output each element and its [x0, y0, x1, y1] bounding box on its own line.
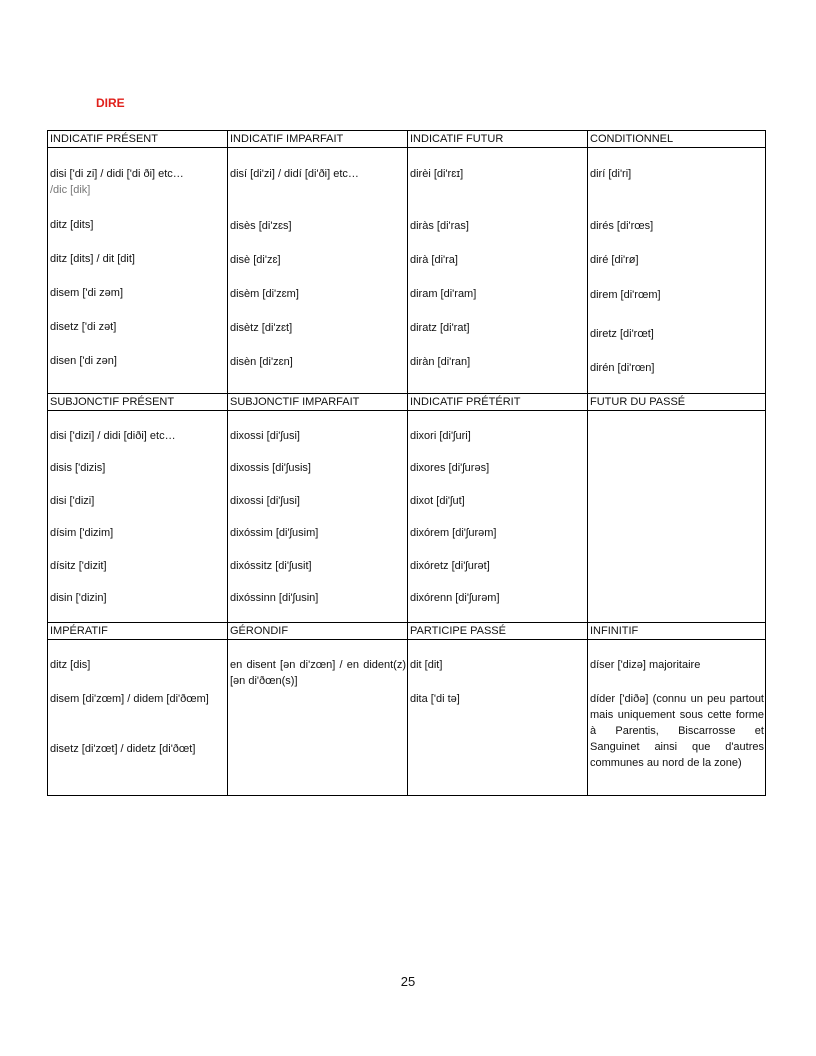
table-cell: disèn [di'zɛn] — [230, 356, 293, 368]
table-column — [408, 411, 588, 622]
table-cell: ditz [dis] — [50, 659, 91, 671]
table-cell: dixori [di'ʃuri] — [410, 430, 471, 442]
body-row — [48, 640, 765, 795]
table-column — [228, 148, 408, 393]
table-cell: en disent [ən di'zœn] / en dident(z) [ən di'ðœn(s)] — [230, 659, 406, 687]
table-cell: dixóssitz [di'ʃusit] — [230, 560, 312, 572]
table-cell: dísim ['dizim] — [50, 527, 114, 539]
table-cell: dísitz ['dizit] — [50, 560, 107, 572]
table-column — [228, 640, 408, 795]
table-cell: dixóretz [di'ʃurət] — [410, 560, 490, 572]
table-cell: ditz [dits] / dit [dit] — [50, 253, 135, 265]
header-cell: CONDITIONNEL — [590, 133, 674, 145]
table-column-empty — [588, 411, 765, 622]
table-column — [588, 148, 765, 393]
table-cell: dirés [di'rœs] — [590, 220, 654, 232]
table-column — [408, 148, 588, 393]
table-cell: /dic [dik] — [50, 184, 91, 196]
table-cell: dit [dit] — [410, 659, 443, 671]
table-cell: disè [di'zɛ] — [230, 254, 281, 266]
header-cell: GÉRONDIF — [228, 623, 408, 639]
table-cell: diràs [di'ras] — [410, 220, 469, 232]
table-cell: dixórenn [di'ʃurəm] — [410, 592, 500, 604]
table-cell: dita ['di tə] — [410, 693, 460, 705]
table-cell: dixóssinn [di'ʃusin] — [230, 592, 319, 604]
page-title: DIRE — [96, 96, 125, 110]
table-cell: direm [di'rœm] — [590, 289, 661, 301]
table-cell: dixossis [di'ʃusis] — [230, 462, 311, 474]
header-cell: INDICATIF PRÉSENT — [48, 131, 228, 147]
header-cell: SUBJONCTIF IMPARFAIT — [228, 394, 408, 410]
table-cell: diratz [di'rat] — [410, 322, 470, 334]
table-cell: dixossi [di'ʃusi] — [230, 495, 300, 507]
table-cell: dirí [di'ri] — [590, 168, 632, 180]
table-cell: disès [di'zɛs] — [230, 220, 292, 232]
table-cell: díser ['dizə] majoritaire — [590, 659, 701, 671]
header-row — [48, 623, 765, 640]
table-column — [228, 411, 408, 622]
table-column — [48, 411, 228, 622]
table-cell: disi ['dizi] / didi [diði] etc… — [50, 430, 176, 442]
table-cell: disin ['dizin] — [50, 592, 107, 604]
body-row — [48, 411, 765, 623]
header-cell: FUTUR DU PASSÉ — [590, 396, 686, 408]
table-cell: dixóssim [di'ʃusim] — [230, 527, 319, 539]
table-cell: disi ['di zi] / didi ['di ði] etc… — [50, 168, 184, 180]
table-cell: diretz [di'rœt] — [590, 328, 654, 340]
table-cell: disem ['di zəm] — [50, 287, 124, 299]
table-cell: díder ['diðə] (connu un peu partout mais uniquement sous cette forme à Parentis, Biscarrosse et Sanguinet ainsi que d'autres communes au nord de la zone) — [590, 693, 764, 769]
table-cell: diré [di'rø] — [590, 254, 639, 266]
table-column — [408, 640, 588, 795]
header-cell: INDICATIF FUTUR — [408, 131, 588, 147]
table-cell: disen ['di zən] — [50, 355, 117, 367]
table-column — [588, 640, 765, 795]
table-cell: dixossi [di'ʃusi] — [230, 430, 300, 442]
header-cell: INDICATIF PRÉTÉRIT — [408, 394, 588, 410]
table-cell: ditz [dits] — [50, 219, 94, 231]
table-cell: disem [di'zœm] / didem [di'ðœm] — [50, 693, 209, 705]
header-cell: INFINITIF — [590, 625, 639, 637]
table-cell: dirèi [di'rɛɪ] — [410, 168, 464, 180]
conjugation-table — [47, 130, 766, 796]
table-cell: disèm [di'zɛm] — [230, 288, 299, 300]
table-cell: dirà [di'ra] — [410, 254, 458, 266]
table-cell: diram [di'ram] — [410, 288, 477, 300]
table-cell: dixores [di'ʃurəs] — [410, 462, 490, 474]
table-cell: dirén [di'rœn] — [590, 362, 655, 374]
table-cell: disí [di'zi] / didí [di'ði] etc… — [230, 168, 359, 180]
table-cell: diràn [di'ran] — [410, 356, 471, 368]
page-number: 25 — [400, 974, 416, 989]
table-cell: dixot [di'ʃut] — [410, 495, 465, 507]
header-cell: PARTICIPE PASSÉ — [408, 623, 588, 639]
header-row — [48, 131, 765, 148]
header-cell: INDICATIF IMPARFAIT — [228, 131, 408, 147]
table-column — [48, 640, 228, 795]
table-cell: disètz [di'zɛt] — [230, 322, 293, 334]
header-cell: IMPÉRATIF — [48, 623, 228, 639]
table-cell: disetz ['di zət] — [50, 321, 117, 333]
body-row — [48, 148, 765, 394]
table-column — [48, 148, 228, 393]
header-cell: SUBJONCTIF PRÉSENT — [48, 394, 228, 410]
table-cell: disetz [di'zœt] / didetz [di'ðœt] — [50, 743, 196, 755]
table-cell: disis ['dizis] — [50, 462, 106, 474]
table-cell: dixórem [di'ʃurəm] — [410, 527, 497, 539]
table-cell: disi ['dizi] — [50, 495, 95, 507]
header-row — [48, 394, 765, 411]
